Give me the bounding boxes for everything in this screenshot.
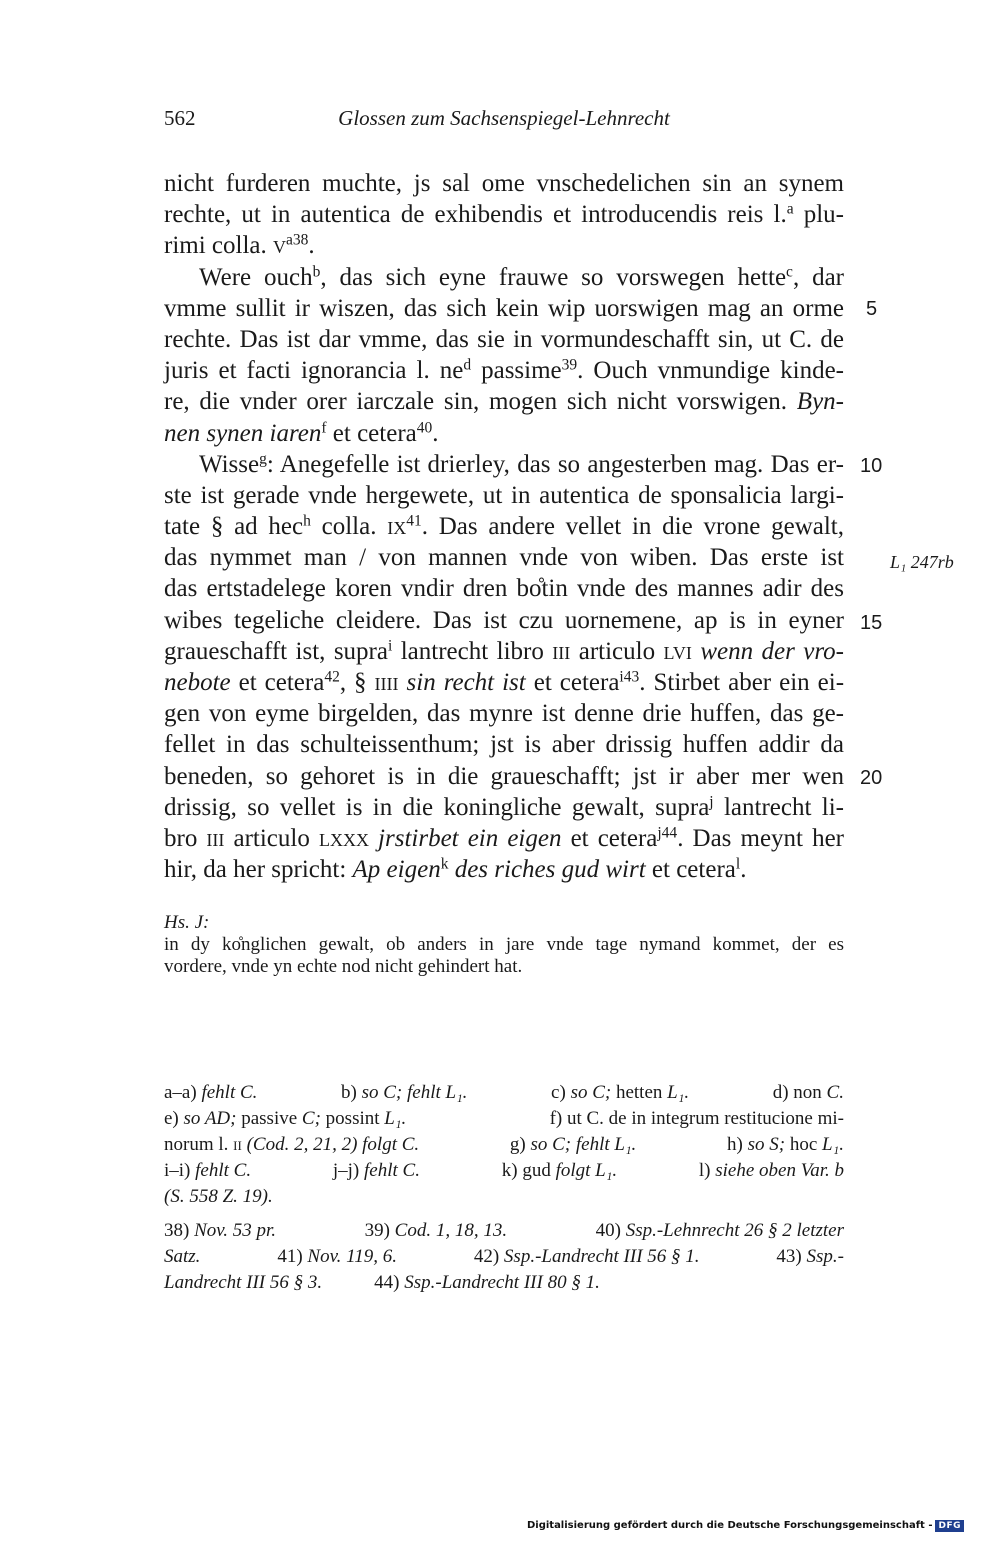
- hs-label: Hs. J:: [164, 912, 210, 933]
- text-line: rechte, ut in autentica de exhibendis et introducendis reis l.$^a$ plu-: [164, 200, 844, 229]
- variant-row: i–i) fehlt C. j–j) fehlt C. k) gud folgt L₁. l) siehe oben Var. b: [164, 1160, 844, 1181]
- text-line: beneden, so gehoret is in die graueschafft; jst ir aber mer wen: [164, 762, 844, 790]
- variant-row: norum l. ii (Cod. 2, 21, 2) folgt C. g) so C; fehlt L₁. h) so S; hoc L₁.: [164, 1134, 844, 1155]
- text-line: vmme sullit ir wiszen, das sich kein wip uorswigen mag an orme: [164, 294, 844, 322]
- main-text: [164, 168, 844, 885]
- text-line: nicht furderen muchte, js sal ome vnschedelichen sin an synem: [164, 170, 844, 197]
- text-line: hir, da her spricht: Ap eigen$^k$ des riches gud wirt et cetera$^l$.: [164, 855, 747, 884]
- hs-line: in dy ko̊nglichen gewalt, ob anders in jare vnde tage nymand kommet, der es: [164, 934, 844, 955]
- text-line: re, die vnder orer iarczale sin, mogen sich nicht vorswigen. Byn-: [164, 388, 844, 416]
- text-line: das ertstadelege koren vndir dren bo̊tin vnde des mannes adir des: [164, 575, 844, 603]
- text-line: rechte. Das ist dar vmme, das sie in vormundeschafft sin, ut C. de: [164, 325, 844, 353]
- dfg-logo: DFG: [935, 1520, 964, 1532]
- variant-row: a–a) fehlt C. b) so C; fehlt L₁. c) so C; hetten L₁. d) non C.: [164, 1082, 844, 1103]
- running-title: Glossen zum Sachsenspiegel-Lehnrecht: [338, 106, 670, 130]
- text-line: graueschafft ist, supra$^i$ lantrecht libro iii articulo lvi wenn der vro-: [164, 637, 845, 665]
- folio-margin-note: L₁ 247rb: [890, 552, 954, 572]
- credit-text: Digitalisierung gefördert durch die Deutsche Forschungsgemeinschaft -: [526, 1520, 933, 1531]
- line-number-10: 10: [860, 455, 883, 477]
- text-line: nebote et cetera$^{42}$, § iiii sin recht ist et cetera$^{i43}$. Stirbet aber ein ei-: [164, 668, 845, 696]
- text-line: juris et facti ignorancia l. $ne^d$ passime$^{39}$. Ouch vnmundige kinde-: [164, 356, 844, 385]
- source-row: Satz. 41) Nov. 119, 6. 42) Ssp.-Landrecht III 56 § 1. 43) Ssp.-: [164, 1246, 844, 1267]
- variant-row: (S. 558 Z. 19).: [164, 1186, 273, 1207]
- text-line: drissig, so vellet is in die koningliche gewalt, supra$^j$ lantrecht li-: [164, 793, 844, 821]
- line-number-20: 20: [860, 767, 883, 789]
- source-row: 38) Nov. 53 pr. 39) Cod. 1, 18, 13. 40) Ssp.-Lehnrecht 26 § 2 letzter: [164, 1220, 844, 1241]
- source-row: Landrecht III 56 § 3. 44) Ssp.-Landrecht III 80 § 1.: [164, 1272, 600, 1293]
- text-line: rimi colla. $v^{a38}$.: [164, 231, 315, 260]
- text-line: das nymmet man / von mannen vnde von wiben. Das erste ist: [164, 544, 844, 572]
- text-line: tate § ad hec$^h$ colla. $ix^{41}$. Das andere vellet in die vrone gewalt,: [164, 512, 844, 541]
- line-number-15: 15: [860, 612, 883, 634]
- text-line: Wisse$^g$: Anegefelle ist drierley, das so angesterben mag. Das er-: [199, 450, 844, 478]
- text-line: wibes tegeliche cleidere. Das ist czu uornemene, ap is in eyner: [164, 606, 844, 634]
- variant-row: e) so AD; passive C; possint L₁. f) ut C. de in integrum restitucione mi-: [164, 1108, 844, 1129]
- text-line: gen von eyme birgelden, das mynre ist denne drie huffen, das ge-: [164, 700, 844, 728]
- digitization-credit: [527, 1520, 964, 1532]
- hs-line: vordere, vnde yn echte nod nicht gehindert hat.: [164, 956, 523, 977]
- text-line: fellet in das schulteissenthum; jst is aber drissig huffen addir da: [164, 731, 844, 759]
- text-line: nen synen iaren$^f$ et cetera$^{40}$.: [164, 418, 439, 447]
- manuscript-j-variant: [164, 912, 844, 978]
- line-number-5: 5: [866, 298, 878, 320]
- text-line: bro iii articulo lxxx jrstirbet ein eigen et cetera$^{j44}$. Das meynt her: [164, 824, 845, 852]
- page-number: 562: [164, 106, 196, 130]
- text-line: Were ouch$^b$, das sich eyne frauwe so vorswegen hette$^c$, dar: [199, 263, 844, 291]
- variant-apparatus: [164, 1080, 844, 1210]
- source-apparatus: [164, 1218, 844, 1296]
- text-line: ste ist gerade vnde hergewete, ut in autentica de sponsalicia largi-: [164, 481, 844, 509]
- page-header: [164, 106, 844, 138]
